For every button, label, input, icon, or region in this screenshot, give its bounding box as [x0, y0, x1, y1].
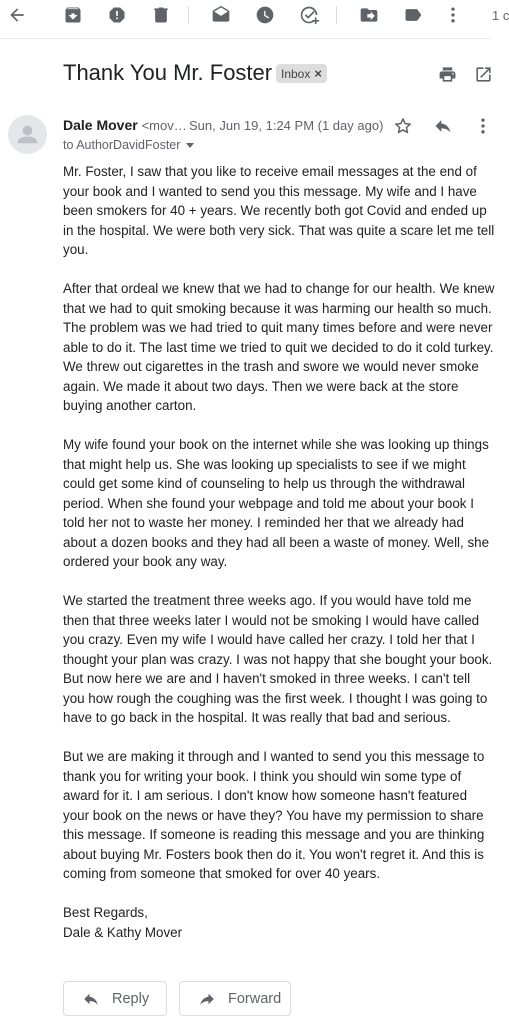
body-paragraph: My wife found your book on the internet while she was looking up things that might help us. She was looking up specialists to see if we might could get some kind of counseling to help us through the withdrawal period. When she found your webpage and told me about your book I told her not to waste her money. I reminded her that we already had about a dozen books and they had all been a waste of money. Well, she ordered your book any way. [63, 437, 490, 569]
reply-button[interactable] [63, 981, 167, 1016]
show-details-icon[interactable] [186, 143, 194, 148]
reply-icon[interactable] [431, 114, 455, 138]
inbox-label-chip[interactable] [276, 64, 327, 83]
forward-icon [198, 990, 216, 1008]
snooze-icon[interactable] [254, 4, 276, 26]
sender-email: <mov… [141, 118, 187, 133]
forward-button[interactable] [179, 981, 291, 1016]
report-spam-icon[interactable] [106, 4, 128, 26]
body-paragraph: We started the treatment three weeks ago. If you would have told me then that three weeks later I would not be smoking I would have called you crazy. Even my wife I would have called her crazy. I told her that I thought your plan was crazy. I was not happy that she bought your book. But now here we are and I haven't smoked in three weeks. I can't tell you how rough the coughing was the first week. I thought I was going to have to go back in the hospital. It was really that bad and serious. [63, 593, 493, 725]
label-icon[interactable] [402, 4, 424, 26]
body-paragraph: Mr. Foster, I saw that you like to receive email messages at the end of your book and I wanted to send you this message. My wife and I have been smokers for 40 + years. We recently both got Covid and ended up in the hospital. We were both very sick. That was quite a scare let me tell you. [63, 164, 495, 257]
back-arrow-icon[interactable] [6, 4, 28, 26]
message-date: Sun, Jun 19, 1:24 PM (1 day ago) [189, 118, 384, 133]
toolbar-divider [0, 38, 490, 39]
delete-icon[interactable] [150, 4, 172, 26]
toolbar-separator [188, 6, 189, 24]
signoff: Best Regards, [63, 905, 148, 920]
forward-button-label: Forward [228, 990, 282, 1007]
toolbar [0, 0, 509, 32]
signature: Dale & Kathy Mover [63, 924, 183, 940]
label-chip-text: Inbox [281, 66, 311, 81]
mark-unread-icon[interactable] [210, 4, 232, 26]
move-to-icon[interactable] [358, 4, 380, 26]
avatar[interactable] [8, 115, 47, 154]
reply-button-label: Reply [112, 990, 150, 1007]
print-icon[interactable] [436, 63, 458, 85]
remove-label-icon[interactable]: × [314, 66, 322, 81]
sender-name[interactable]: Dale Mover [63, 117, 138, 133]
more-vert-icon[interactable] [442, 4, 464, 26]
star-icon[interactable] [391, 114, 415, 138]
open-new-window-icon[interactable] [472, 63, 494, 85]
body-paragraph: After that ordeal we knew that we had to change for our health. We knew that we had to quit smoking because it was harming our health so much. The problem was we had tried to quit many times before and were never able to do it. The last time we tried to quit we decided to do it cold turkey. We threw out cigarettes in the trash and swore we would never smoke again. We made it about two days. Then we were back at the store buying another carton. [63, 281, 495, 413]
default-avatar-icon [8, 115, 47, 154]
message-body [63, 162, 495, 942]
toolbar-separator [336, 6, 337, 24]
more-vert-icon[interactable] [471, 114, 495, 138]
recipient-text: to AuthorDavidFoster [63, 138, 181, 152]
message-count: 1 c [492, 8, 509, 23]
archive-icon[interactable] [62, 4, 84, 26]
body-paragraph: But we are making it through and I wanted to send you this message to thank you for writing your book. I think you should win some type of award for it. I am serious. I don't know how someone hasn't featured your book on the news or have they? You have my permission to share this message. If someone is reading this message and you are thinking about buying Mr. Fosters book then do it. You won't regret it. And this is coming from someone that smoked for over 40 years. [63, 749, 485, 881]
add-task-icon[interactable] [298, 4, 320, 26]
thread-subject: Thank You Mr. Foster [63, 60, 273, 85]
recipient-line [63, 138, 194, 152]
reply-icon [82, 990, 100, 1008]
